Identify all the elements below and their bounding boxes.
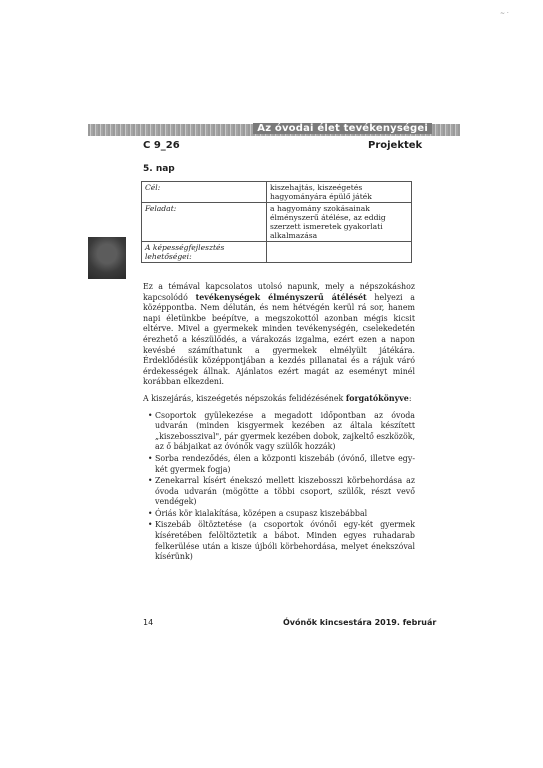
goals-table: [141, 181, 412, 263]
photo-thumbnail: [88, 237, 126, 279]
magazine-footer: Óvónők kincsestára 2019. február: [283, 618, 437, 627]
table-cell-value: kiszehajtás, kiszeégetés hagyományára épülő játék: [267, 182, 412, 203]
page-number: 14: [143, 618, 154, 627]
table-row: [142, 203, 412, 242]
table-row: [142, 182, 412, 203]
list-item: • Óriás kör kialakítása, középen a csupasz kiszebábbal: [155, 509, 415, 520]
emphasis-text: forgatókönyve: [345, 393, 409, 403]
list-item: • Csoportok gyülekezése a megadott időpontban az óvoda udvarán (minden kisgyermek kezében az általa készített „kiszebosszival", pár gyermek kezében dobok, zajkeltő eszközök, az ő bábjaikat az óvónők vagy szülők hozzák): [155, 411, 415, 453]
table-cell-label: A képességfejlesztés lehetőségei:: [142, 242, 267, 263]
script-intro-paragraph: [143, 394, 415, 405]
table-cell-value: a hagyomány szokásainak élményszerű átélése, az eddig szerzett ismeretek gyakorlati alkalmazása: [267, 203, 412, 242]
table-cell-label: Feladat:: [142, 203, 267, 242]
body-text: [143, 282, 415, 564]
day-heading: 5. nap: [143, 164, 175, 174]
list-item: • Sorba rendeződés, élen a központi kiszebáb (óvónő, illetve egy-két gyermek fogja): [155, 454, 415, 475]
table-cell-label: Cél:: [142, 182, 267, 203]
document-code: C 9_26: [143, 140, 180, 151]
header-title: Az óvodai élet tevékenységei: [253, 123, 432, 134]
list-item: • Zenekarral kísért énekszó mellett kiszebosszi körbehordása az óvoda udvarán (mögötte a többi csoport, szülők, részt vevő vendégek): [155, 476, 415, 508]
intro-paragraph: [143, 282, 415, 388]
paragraph-text: :: [408, 393, 412, 403]
emphasis-text: tevékenységek élményszerű átélését: [195, 292, 367, 302]
paragraph-text: Ez a témával kapcsolatos utolsó napunk, mely a népszokáshoz kapcsolódó: [143, 282, 415, 302]
paragraph-text: helyezi a középpontba. Nem délután, és nem hétvégén kerül rá sor, hanem napi életünkbe beépítve, a megszokottól azonban mégis kicsit eltérve. Mivel a gyermekek minden tevékenységén, cselekedetén érezhető a készülődés, a várakozás izgalma, ezért ezen a napon kevésbé számíthatunk a gyermekek elmélyült játékára. Érdeklődésük középpontjában a kezdés pillanatai és a rájuk váró érdekességek állnak. Ajánlatos ezért magát az eseményt minél korábban elkezdeni.: [143, 292, 415, 387]
bullet-list: [143, 411, 415, 563]
table-row: [142, 242, 412, 263]
paragraph-text: A kiszejárás, kiszeégetés népszokás felidézésének: [143, 393, 346, 403]
corner-mark: ~ ·: [500, 10, 509, 17]
section-title: Projektek: [368, 140, 423, 151]
list-item: • Kiszebáb öltöztetése (a csoportok óvónői egy-két gyermek kíséretében felöltöztetik a bábot. Minden egyes ruhadarab felkerülése után a kisze újbóli körbehordása, melyet énekszóval kísérünk): [155, 520, 415, 562]
table-cell-value: [267, 242, 412, 263]
header-band: [88, 124, 460, 136]
